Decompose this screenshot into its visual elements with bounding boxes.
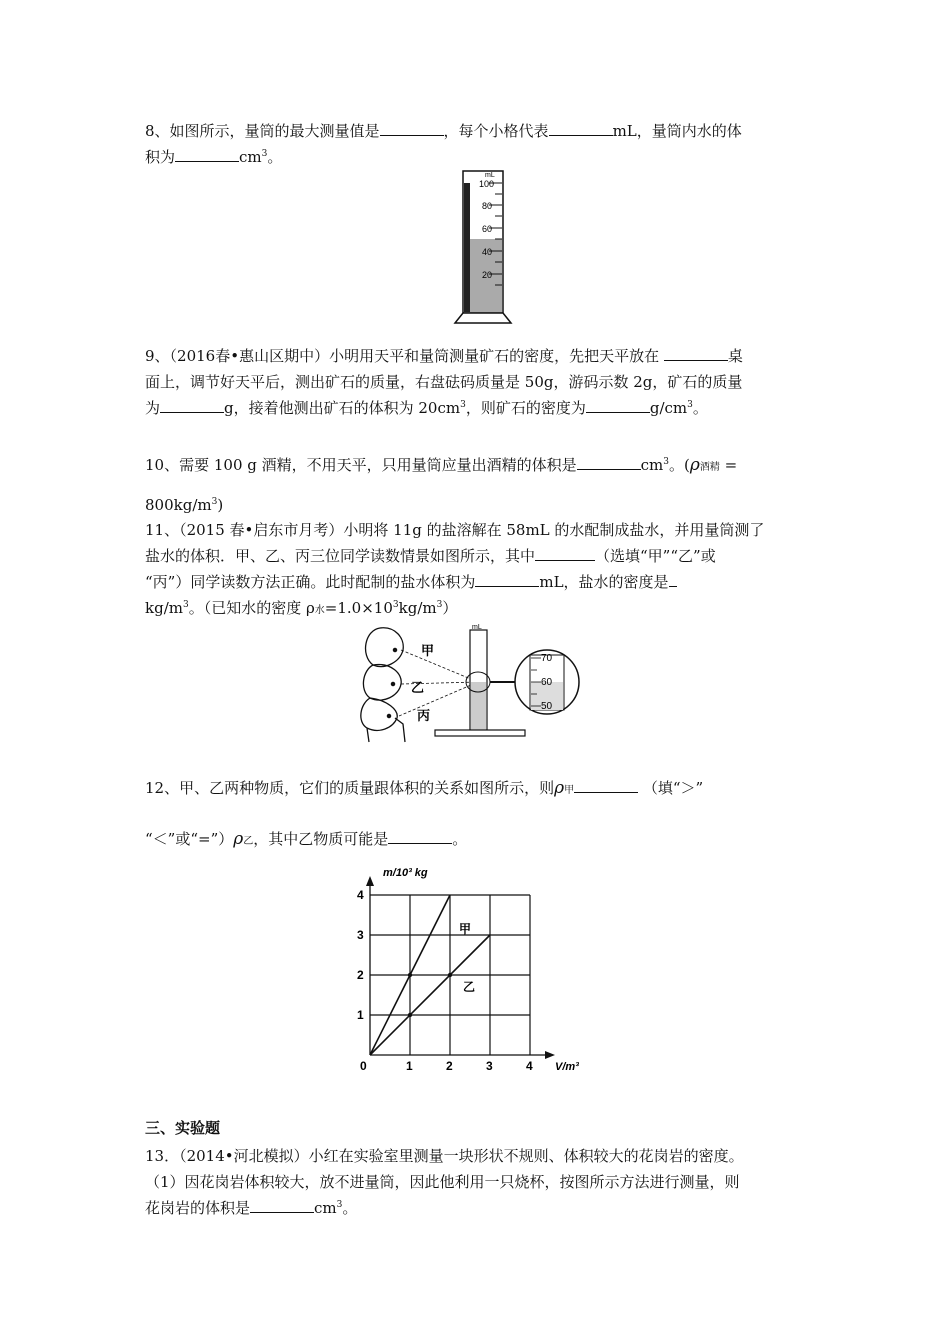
y-tick-label: 2 [357, 968, 364, 982]
cylinder-tick-label: 20 [482, 270, 493, 280]
answer-blank[interactable] [549, 119, 613, 136]
x-axis-label: V/m³ [555, 1061, 579, 1073]
cylinder-tick-label: 100 [479, 179, 495, 189]
section-title: 三、实验题 [145, 1119, 221, 1137]
x-tick-label: 2 [446, 1059, 453, 1073]
question-11: 11、（2015 春•启东市月考）小明将 11g 的盐溶解在 58mL 的水配制成盐水，并用量筒测了 盐水的体积．甲、乙、丙三位同学读数情景如图所示，其中 （选填“甲”“乙”或 “丙”）同学读数方法正确。此时配制的盐水体积为 mL，盐水的密度是 $kg/m^3$。（已知水的密度 ρ水$=1.0\times 10^3kg/m^3$） [145, 521, 765, 617]
x-tick-label: 4 [526, 1059, 533, 1073]
answer-blank[interactable] [175, 145, 239, 162]
y-axis-arrow [366, 876, 374, 886]
label-bing: 丙 [417, 708, 431, 723]
answer-blank[interactable] [475, 570, 539, 587]
magnified-tick-label: 70 [541, 653, 553, 664]
answer-blank[interactable] [250, 1196, 314, 1213]
y-tick-label: 3 [357, 928, 364, 942]
series-label-yi: 乙 [463, 980, 476, 994]
question-13: 13．（2014•河北模拟）小红在实验室里测量一块形状不规则、体积较大的花岗岩的密度。 （1）因花岗岩体积较大，放不进量筒，因此他利用一只烧杯，按图所示方法进行测量，则 花岗岩的体积是 $cm^3$。 [145, 1147, 744, 1217]
question-8: 8、如图所示，量筒的最大测量值是 ，每个小格代表 mL，量筒内水的体 积为 $cm^3$。 [145, 118, 810, 170]
answer-blank[interactable] [160, 396, 224, 413]
question-9: 9、（2016春•惠山区期中）小明用天平和量筒测量矿石的密度，先把天平放在 桌 面上，调节好天平后，测出矿石的质量，右盘砝码质量是 50g，游码示数 2g，矿石的质量 为 g，接着他测出矿石的体积为 $20cm^3$，则矿石的密度为 $g/cm^3$。 [145, 343, 810, 421]
answer-blank[interactable] [380, 119, 444, 136]
answer-blank[interactable] [388, 827, 452, 844]
series-line-1 [370, 935, 490, 1055]
x-tick-label: 3 [486, 1059, 493, 1073]
x-tick-label: 1 [406, 1059, 413, 1073]
answer-blank[interactable] [586, 396, 650, 413]
series-label-jia: 甲 [459, 922, 472, 936]
y-tick-label: 4 [357, 888, 364, 902]
reading-cylinder-figure [355, 620, 585, 745]
y-tick-label: 1 [357, 1008, 364, 1022]
x-axis-arrow [545, 1051, 555, 1059]
answer-blank[interactable] [664, 344, 728, 361]
answer-blank[interactable] [535, 544, 595, 561]
magnified-tick-label: 50 [541, 701, 553, 712]
y-axis-label: m/10³ kg [383, 867, 428, 879]
label-jia: 甲 [421, 643, 435, 658]
cylinder-unit: mL [472, 624, 482, 631]
answer-blank[interactable] [669, 570, 677, 587]
question-10-continued: $800kg/m^3$) [145, 496, 224, 514]
question-10: 10、需要 100 g 酒精，不用天平，只用量筒应量出酒精的体积是 $cm^3$。(ρ酒精 = [145, 455, 738, 475]
question-12: 12、甲、乙两种物质，它们的质量跟体积的关系如图所示，则ρ甲 （填“＞” [145, 778, 704, 798]
mass-volume-chart [355, 860, 595, 1080]
question-12-continued: “＜”或“=”）ρ乙，其中乙物质可能是 。 [145, 829, 468, 849]
answer-blank[interactable] [574, 776, 638, 793]
cylinder-tick-label: 40 [482, 247, 493, 257]
x-tick-label: 0 [360, 1059, 367, 1073]
data-point [408, 973, 412, 977]
data-point [448, 973, 452, 977]
answer-blank[interactable] [577, 453, 641, 470]
label-yi: 乙 [411, 680, 425, 695]
magnified-tick-label: 60 [541, 677, 553, 688]
cylinder-unit: mL [485, 172, 495, 179]
cylinder-tick-label: 80 [482, 201, 493, 211]
data-point [408, 1013, 412, 1017]
cylinder-tick-label: 60 [482, 224, 493, 234]
graduated-cylinder-figure [445, 165, 525, 325]
